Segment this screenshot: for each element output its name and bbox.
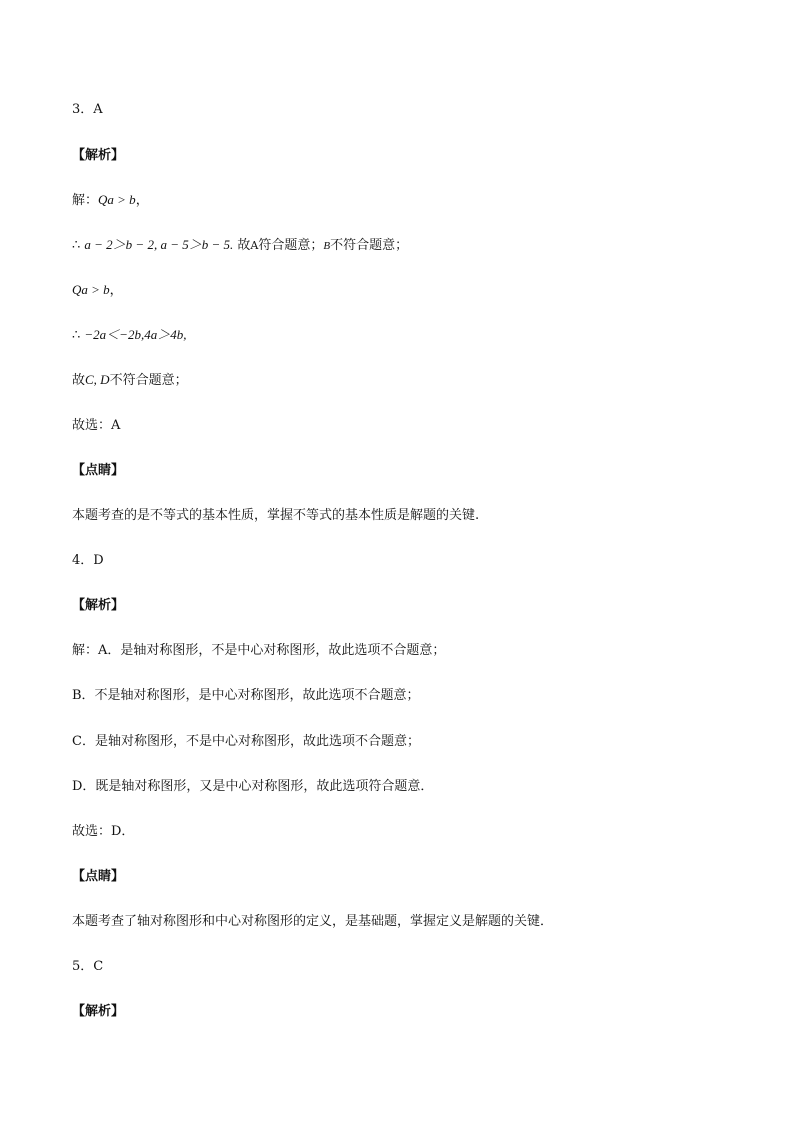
text: 解： xyxy=(72,193,99,208)
text: 故 xyxy=(233,238,251,253)
q4-comment-heading: 【点睛】 xyxy=(72,869,125,884)
q3-solution-line-2 xyxy=(72,236,408,255)
text: 不符合题意； xyxy=(109,373,188,388)
text: 故 xyxy=(72,373,86,388)
q4-choice: 故选：D． xyxy=(72,824,135,839)
q4-comment-text: 本题考查了轴对称图形和中心对称图形的定义，是基础题，掌握定义是解题的关键． xyxy=(72,914,554,929)
q5-answer: 5．C xyxy=(72,959,104,974)
q5-analysis-heading: 【解析】 xyxy=(72,1004,125,1019)
q3-solution-line-3 xyxy=(72,281,123,300)
q3-comment-text: 本题考查的是不等式的基本性质，掌握不等式的基本性质是解题的关键. xyxy=(72,508,480,523)
therefore-symbol: ∴ xyxy=(72,238,85,253)
math-expression: a − 2＞b − 2, a − 5＞b − 5. xyxy=(84,237,234,252)
math-expression: C, D xyxy=(85,372,110,387)
q3-answer: 3．A xyxy=(72,102,103,117)
q4-solution-line-1: 解：A．是轴对称图形，不是中心对称图形，故此选项不合题意； xyxy=(72,643,446,658)
option-label: A xyxy=(250,239,259,252)
q4-solution-line-4: D．既是轴对称图形，又是中心对称图形，故此选项符合题意． xyxy=(72,779,434,794)
option-label: B xyxy=(323,240,331,252)
therefore-symbol: ∴ xyxy=(72,328,85,343)
math-expression: −2a＜−2b,4a＞4b, xyxy=(84,327,187,342)
text: 符合题意； xyxy=(258,238,324,253)
q3-choice: 故选：A xyxy=(72,418,121,433)
text: ， xyxy=(109,283,123,298)
q3-solution-line-1 xyxy=(72,191,149,210)
q4-analysis-heading: 【解析】 xyxy=(72,598,125,613)
text: 不符合题意； xyxy=(330,238,409,253)
q3-solution-line-4 xyxy=(72,326,186,345)
q3-comment-heading: 【点睛】 xyxy=(72,463,125,478)
q3-solution-line-5 xyxy=(72,371,188,390)
q4-solution-line-3: C．是轴对称图形，不是中心对称图形，故此选项不合题意； xyxy=(72,734,420,749)
text: ， xyxy=(135,193,149,208)
q4-solution-line-2: B．不是轴对称图形，是中心对称图形，故此选项不合题意； xyxy=(72,688,420,703)
q3-analysis-heading: 【解析】 xyxy=(72,148,125,163)
math-expression: Qa > b xyxy=(98,192,136,207)
q4-answer: 4．D xyxy=(72,553,104,568)
math-expression: Qa > b xyxy=(72,282,110,297)
